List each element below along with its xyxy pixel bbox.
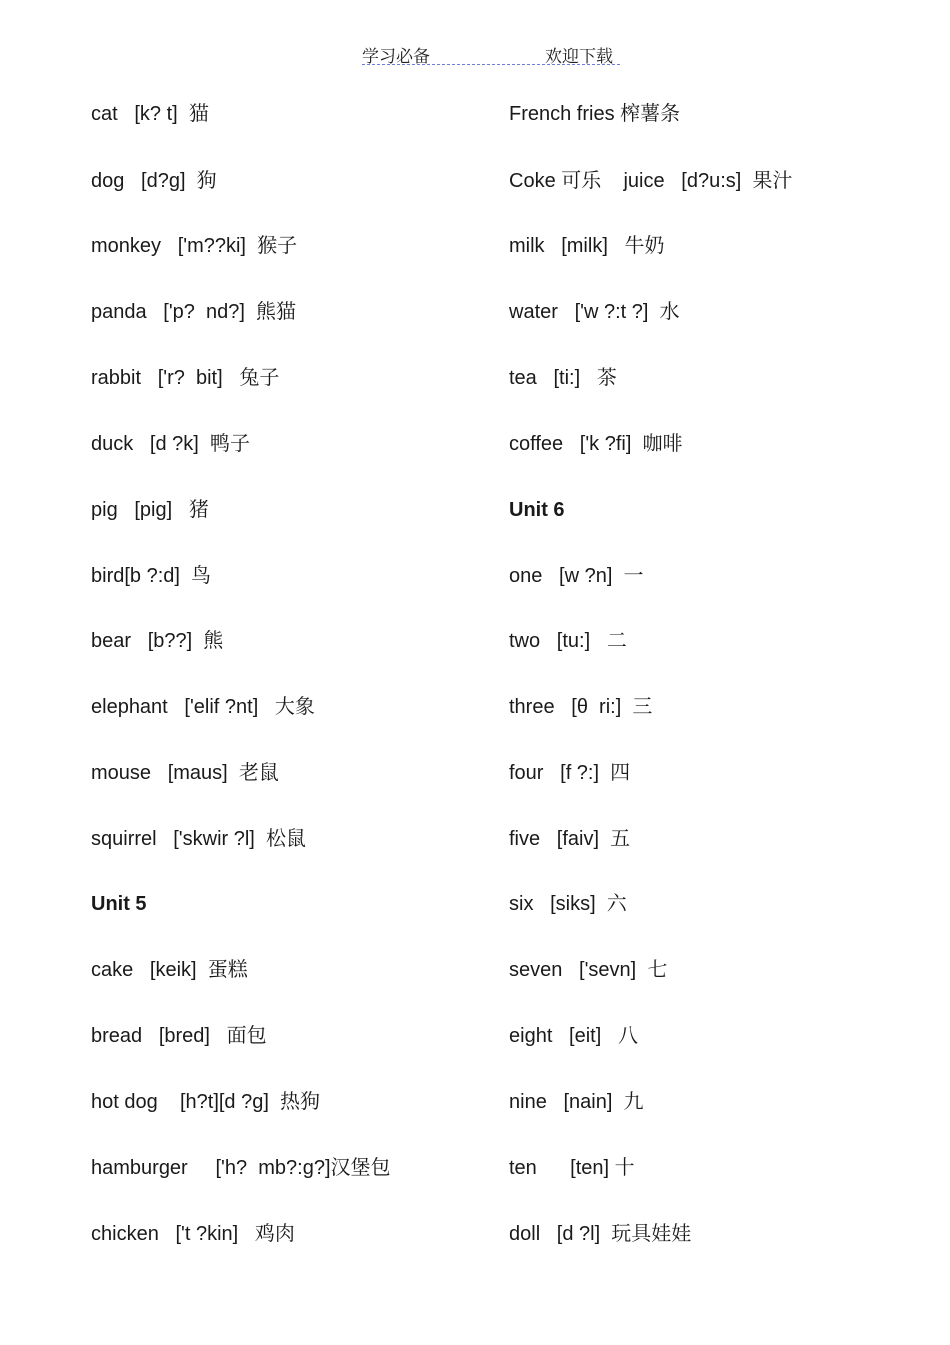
vocab-entry: seven ['sevn] 七	[509, 959, 668, 981]
vocab-entry: five [faiv] 五	[509, 828, 631, 850]
vocab-entry: coffee ['k ?fi] 咖啡	[509, 433, 683, 455]
vocab-entry: rabbit ['r? bit] 兔子	[91, 367, 280, 389]
vocab-entry: one [w ?n] 一	[509, 565, 644, 587]
vocab-entry: chicken ['t ?kin] 鸡肉	[91, 1223, 295, 1245]
vocab-entry: Coke 可乐 juice [d?u:s] 果汁	[509, 170, 793, 192]
vocab-entry: hot dog [h?t][d ?g] 热狗	[91, 1091, 321, 1113]
vocab-entry: cake [keik] 蛋糕	[91, 959, 248, 981]
vocab-entry: bread [bred] 面包	[91, 1025, 267, 1047]
vocab-entry: mouse [maus] 老鼠	[91, 762, 279, 784]
vocab-entry: four [f ?:] 四	[509, 762, 631, 784]
vocab-entry: squirrel ['skwir ?l] 松鼠	[91, 828, 306, 850]
vocab-entry: bird[b ?:d] 鸟	[91, 565, 212, 587]
vocab-entry: three [θ ri:] 三	[509, 696, 653, 718]
vocab-entry: milk [milk] 牛奶	[509, 235, 665, 257]
vocab-entry: six [siks] 六	[509, 893, 627, 915]
vocab-entry: cat [k? t] 猫	[91, 103, 209, 125]
vocab-entry: monkey ['m??ki] 猴子	[91, 235, 298, 257]
vocab-entry: hamburger ['h? mb?:g?]汉堡包	[91, 1157, 391, 1179]
vocab-entry: water ['w ?:t ?] 水	[509, 301, 680, 323]
vocab-entry: panda ['p? nd?] 熊猫	[91, 301, 297, 323]
unit-heading: Unit 6	[509, 499, 565, 521]
vocab-entry: dog [d?g] 狗	[91, 170, 217, 192]
page-header	[362, 42, 620, 65]
vocab-entry: bear [b??] 熊	[91, 630, 224, 652]
vocab-entry: doll [d ?l] 玩具娃娃	[509, 1223, 692, 1245]
vocab-entry: eight [eit] 八	[509, 1025, 638, 1047]
vocab-entry: nine [nain] 九	[509, 1091, 644, 1113]
header-left-text: 学习必备	[362, 47, 430, 67]
vocab-entry: ten [ten] 十	[509, 1157, 635, 1179]
vocab-entry: elephant ['elif ?nt] 大象	[91, 696, 315, 718]
vocab-entry: two [tu:] 二	[509, 630, 627, 652]
vocab-entry: tea [ti:] 茶	[509, 367, 617, 389]
header-right-text: 欢迎下载	[545, 47, 613, 67]
vocab-entry: pig [pig] 猪	[91, 499, 209, 521]
vocab-entry: duck [d ?k] 鸭子	[91, 433, 250, 455]
vocab-entry: French fries 榨薯条	[509, 103, 681, 125]
unit-heading: Unit 5	[91, 893, 147, 915]
